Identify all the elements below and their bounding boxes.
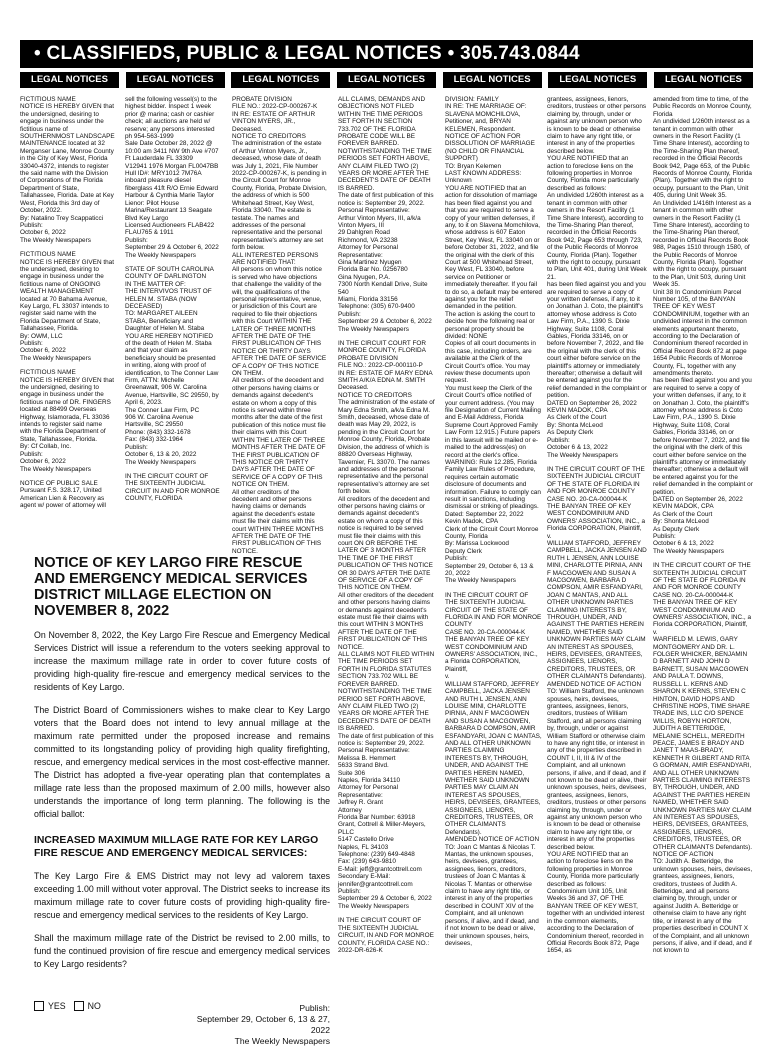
notice-column-4 (338, 96, 435, 1008)
legal-notice: FICTITIOUS NAME NOTICE IS HEREBY GIVEN that the undersigned, desiring to engage in business under the fictitious name of DR. FINGERS located at 88499 Overseas Highway, Islamorada, FL 33036 intends to register said name with the Florida Department of State, Tallahassee, Florida. By: Cf Collab, Inc. Publish: October 6, 2022 The Weekly Newspapers (20, 369, 114, 473)
section-header: • CLASSIFIEDS, PUBLIC & LEGAL NOTICES • 305.743.0844 (20, 40, 753, 68)
legal-notice: NOTICE OF PUBLIC SALE Pursuant F.S. 328.17, United American Lien & Recovery as agent w/ power of attorney will (20, 479, 106, 510)
legal-notice: IN THE CIRCUIT COURT FOR MONROE COUNTY, FLORIDA PROBATE DIVISION FILE NO.: 2022-CP-000110-P IN RE: ESTATE OF MARY EDNA SMITH A/K/A EDNA M. SMITH Deceased. NOTICE TO CREDITORS The administration of the estate of Mary Edna Smith, a/k/a Edna M. Smith, deceased, whose date of death was May 29, 2022, is pending in the Circuit Court for Monroe County, Florida, Probate Division, the address of which is 88820 Overseas Highway, Tavernier, FL 33070. The names and addresses of the personal representative and the personal representative's attorney are set forth below. All creditors of the decedent and other persons having claims or demands against decedent's estate on whom a copy of this notice is required to be served must file their claims with this court ON OR BEFORE THE LATER OF 3 MONTHS AFTER THE TIME OF THE FIRST PUBLICATION OF THIS NOTICE OR 30 DAYS AFTER THE DATE OF SERVICE OF A COPY OF THIS NOTICE ON THEM. All other creditors of the decedent and other persons having claims or demands against decedent's estate must file their claims with this court WITHIN 3 MONTHS AFTER THE DATE OF THE FIRST PUBLICATION OF THIS NOTICE. ALL CLAIMS NOT FILED WITHIN THE TIME PERIODS SET FORTH IN FLORIDA STATUTES SECTION 733.702 WILL BE FOREVER BARRED. NOTWITHSTANDING THE TIME PERIOD SET FORTH ABOVE, ANY CLAIM FILED TWO (2) YEARS OR MORE AFTER THE DECEDENT'S DATE OF DEATH IS BARRED. The date of first publication of this notice is: September 29, 2022. Personal Representative: Melissa B. Hemmert 5633 Strand Blvd. Suite 306 Naples, Florida 34110 Attorney for Personal Representative: Jeffrey R. Grant Attorney Florida Bar Number: 63918 Grant, Cottrell & Miller-Meyers, PLLC 5147 Castello Drive Naples, FL 34103 Telephone: (239) 649-4848 Fax: (239) 643-9810 E-Mail: jeff@grantcottrell.com Secondary E-Mail: jennifer@grantcottrell.com Publish: September 29 & October 6, 2022 The Weekly Newspapers (338, 340, 435, 910)
announcement-paragraph: The Key Largo Fire & EMS District may not levy ad valorem taxes exceeding 1.00 mill without voter approval. The District seeks to increase its maximum millage rate to cover future costs of providing high-quality fire-rescue and emergency medical services to the residents of Key Largo. (34, 871, 330, 920)
legal-notice: amended from time to time, of the Public Records on Monroe County, Florida An undivided 1/260th interest as a tenant in common with other owners in the Resort Facility (1 Time Share Interest), according to the Time-Sharing Plan thereof, recorded in the Official Records Book 942, Page 653, of the Public Records of Monroe County, Florida (Plan). Together with the right to occupy, pursuant to the Plan, Unit 405, during Unit Week 35. An Undivided 1/416th Interest as a tenant in common with other owners in the Resort Facility (1 Time Share Interest), according to the Time-Sharing Plan thereof, recorded in Official Records Book 988, Pages 1510 through 1580, of the Public Records of Monroe County, Florida (Plan). Together with the right to occupy, pursuant to the Plan, Unit 503, during Unit Week 35. Unit 38 In Condominium Parcel Number 105, of the BANYAN TREE OF KEY WEST CONDOMINIUM, together with an undivided interest in the common elements appurtenant thereto, according to the Declaration of Condominium thereof recorded in Official Record Book 872 at page 1654 Public Records of Monroe County, FL, together with any amendments thereto. has been filed against you and you are required to serve a copy of your written defenses, if any, to it on Jonathan J. Coto, the plaintiff's attorney whose address is Coto Law Firm, P.A., 1390 S. Dixie Highway, Suite 1108, Coral Gables, Florida 33146, on or before November 7, 2022, and file the original with the clerk of this court either before service on the plaintiff's attorney or immediately thereafter; otherwise a default will be entered against you for the relief demanded in the complaint or petition. DATED on September 26, 2022 KEVIN MADOK, CPA As Clerk of the Court By: Shonta McLeod As Deputy Clerk Publish: October 6 & 13, 2022 The Weekly Newspapers (653, 96, 753, 555)
legal-notice: sell the following vessel(s) to the highest bidder. Inspect 1 week prior @ marina; cash or cashier check; all auctions are held w/ reserve; any persons interested ph 954-563-1999 Sale Date October 28, 2022 @ 10:00 am 3411 NW 9th Ave #707 Ft Lauderdale FL 33309 V12941 1976 Morgan FL0047BB Hull ID#: MRY1012 7M76A inboard pleasure diesel fiberglass 41ft R/O Ernie Edward Harbour & Cynthia Marie Taylor Lienor: Pilot House Marina/Restaurant 13 Seagate Blvd Key Largo Licensed Auctioneers FLAB422 FLAU765 & 1911 Publish: September 29 & October 6, 2022 The Weekly Newspapers (125, 96, 219, 259)
legal-notices-tab: LEGAL NOTICES (231, 72, 330, 88)
legal-notice: STATE OF SOUTH CAROLINA COUNTY OF DARLINGTON IN THE MATTER OF: THE INTERVIVOS TRUST OF HELEN M. STABA (NOW DECEASED) TO: MARGARET AILEEN STABA, Beneficiary and Daughter of Helen M. Staba YOU ARE HEREBY NOTIFIED of the death of Helen M. Staba and that your claim as beneficiary should be presented in writing, along with proof of identification, to The Conner Law Firm, ATTN: Michelle Greenawalt, 906 W. Carolina Avenue, Hartsville, SC 29550, by April 6, 2023. The Conner Law Firm, PC 906 W. Carolina Avenue Hartsville, SC 29550 Phone: (843) 332-1678 Fax: (843) 332-1964 Publish: October 6, 13 & 20, 2022 The Weekly Newspapers (125, 265, 219, 466)
notice-column-2 (125, 96, 220, 536)
legal-notice: IN THE CIRCUIT COURT OF THE SIXTEENTH JUDICIAL CIRCUIT IN AND FOR MONROE COUNTY, FLORIDA (125, 472, 220, 503)
notice-column-5 (445, 96, 542, 1008)
yes-checkbox (34, 1001, 44, 1011)
legal-notices-tab: LEGAL NOTICES (126, 72, 225, 88)
publish-info: Publish: September 29, October 6, 13 & 27, 2022 The Weekly Newspapers (196, 1003, 330, 1046)
legal-notices-tab: LEGAL NOTICES (20, 72, 119, 88)
legal-notice: IN THE CIRCUIT COURT OF THE SIXTEENTH JUDICIAL CIRCUIT OF THE STATE OF FLORIDA IN AND FOR MONROE COUNTY CASE NO. 20-CA-000044-K THE BANYAN TREE OF KEY WEST CONDOMINIUM AND OWNERS' ASSOCIATION, INC., a Florida CORPORATION, Plaintiff, v. WILLIAM STAFFORD, JEFFREY CAMPBELL, JACKA JENSEN AND RUTH L JENSEN, ANN LOUISE MINI, CHARLOTTE PIRNIA, ANN F MACGOWEN AND SUSAN A MACGOWEN, BARBARA D COMPSON, AMIR ESFANDYARI, JOAN C MANTAS, AND ALL OTHER UNKNOWN PARTIES CLAIMING INTERESTS BY, THROUGH, UNDER, AND AGAINST THE PARTIES HEREIN NAMED, WHETHER SAID UNKNOWN PARTIES MAY CLAIM AN INTEREST AS SPOUSES, HEIRS, DEVISEES, GRANTEES, ASSIGNEES, LIENORS, CREDITORS, TRUSTEES, OR OTHER CLAIMANTS Defendants). AMENDED NOTICE OF ACTION TO: Joan C Mantas & Nicolas T. Mantas, the unknown spouses, heirs, devisees, grantees, assignees, lienors, creditors, trustees of Joan C Mantas & Nicolas T. Mantas or otherwise claim to have any right title, or interest in any of the properties described in COUNT XIV of the Complaint, and all unknown persons, if alive, and if dead, and if not known to be dead or alive, their unknown spouses, heirs, devisees, (445, 591, 542, 947)
announcement-paragraph: On November 8, 2022, the Key Largo Fire Rescue and Emergency Medical Services District will issue a referendum to the voters seeking approval to increase the maximum millage rate in order to cover future costs of providing high-quality fire-rescue and emergency medical services to the residents of Key Largo. (34, 630, 330, 692)
ballot-options (34, 1001, 101, 1011)
notice-column-1 (20, 96, 115, 541)
legal-notice: FICTITIOUS NAME NOTICE IS HEREBY GIVEN that the undersigned, desiring to engage in business under the fictitious name of ONGOING WEALTH MANAGEMENT located at 70 Bahama Avenue, Key Largo, FL 33037 intends to register said name with the Florida Department of State, Tallahassee, Florida. By: OWM, LLC Publish: October 6, 2022 The Weekly Newspapers (20, 251, 114, 362)
ballot-heading: INCREASED MAXIMUM MILLAGE RATE FOR KEY LARGO FIRE RESCUE AND EMERGENCY MEDICAL SERVICES: (34, 835, 319, 859)
millage-election-notice (34, 555, 330, 1046)
yes-label: YES (48, 1001, 66, 1011)
legal-notice: IN THE CIRCUIT COURT OF THE SIXTEENTH JUDICIAL CIRCUIT, IN AND FOR MONROE COUNTY, FLORIDA CASE NO.: 2022-DR-626-K (338, 917, 434, 954)
legal-notice: FICTITIOUS NAME NOTICE IS HEREBY GIVEN that the undersigned, desiring to engage in business under the fictitious name of SOUTHERNMOST LANDSCAPE MAINTENANCE located at 32 Merganser Lane, Monroe County in the City of Key West, Florida 33040-4372, intends to register the said name with the Division of Corporations of the Florida Department of State, Tallahassee, Florida. Date at Key West, Florida this 3rd day of October, 2022. By: Natalino Trey Scappaticci Publish: October 6, 2022 The Weekly Newspapers (20, 96, 115, 244)
legal-notices-tab: LEGAL NOTICES (337, 72, 436, 88)
notice-column-7 (653, 96, 753, 1008)
announcement-paragraph: The District Board of Commissioners wishes to make clear to Key Largo voters that the Board does not intend to levy annual millage at the maximum rate permitted under the proposed increase and remains committed to its longstanding policy of providing high quality firefighting, rescue, and emergency medical services in the most cost-effective manner. The District has adopted a five-year operating plan that contemplates a millage rate less than the proposed maximum of 2.00 mills, however also understands the importance of long term planning. The following is the official ballot: (34, 705, 330, 819)
legal-notices-tab: LEGAL NOTICES (654, 72, 753, 88)
no-checkbox (74, 1001, 84, 1011)
legal-notices-tab: LEGAL NOTICES (548, 72, 647, 88)
announcement-title: NOTICE OF KEY LARGO FIRE RESCUE AND EMERGENCY MEDICAL SERVICES DISTRICT MILLAGE ELECTION ON NOVEMBER 8, 2022 (34, 555, 308, 619)
legal-notice: DIVISION: FAMILY IN RE: THE MARRIAGE OF: SLAVENA MOMCHILOVA, Petitioner, and, BRYAN KELEMEN, Respondent. NOTICE OF ACTION FOR DISSOLUTION OF MARRIAGE (NO CHILD OR FINANCIAL SUPPORT) TO: Bryan Kelemen LAST KNOWN ADDRESS: Unknown YOU ARE NOTIFIED that an action for dissolution of marriage has been filed against you and that you are required to serve a copy of your written defenses, if any, to it on Slavena Momchilova, whose address is 607 Eaton Street, Key West, FL 33040 on or before October 31, 2022, and file the original with the clerk of this Court at 500 Whitehead Street, Key West, FL 33040, before service on Petitioner or immediately thereafter. If you fail to do so, a default may be entered against you for the relief demanded in the petition. The action is asking the court to decide how the following real or personal property should be divided: NONE Copies of all court documents in this case, including orders, are available at the Clerk of the Circuit Court's office. You may review these documents upon request. You must keep the Clerk of the Circuit Court's office notified of your current address. (You may file Designation of Current Mailing and E-Mail Address, Florida Supreme Court Approved Family Law Form 12.915.) Future papers in this lawsuit will be mailed or e-mailed to the address(es) on record at the clerk's office. WARNING: Rule 12.285, Florida Family Law Rules of Procedure, requires certain automatic disclosure of documents and information. Failure to comply can result in sanctions, including dismissal or striking of pleadings. Dated: September 22, 2022 Kevin Madok, CPA Clerk of the Circuit Court Monroe County, Florida By: Marissa Lockwood Deputy Clerk Publish: September 29, October 6, 13 & 20, 2022 The Weekly Newspapers (445, 96, 542, 585)
no-label: NO (87, 1001, 101, 1011)
notice-column-6 (547, 96, 647, 1008)
legal-notice: PROBATE DIVISION FILE NO.: 2022-CP-000267-K IN RE: ESTATE OF ARTHUR VINTON MYERS, JR., Deceased. NOTICE TO CREDITORS The administration of the estate of Arthur Vinton Myers, Jr., deceased, whose date of death was July 1, 2021, File Number 2022-CP-000267-K, is pending in the Circuit Court for Monroe County, Florida, Probate Division, the address of which is 500 Whitehead Street, Key West, Florida 33040. The estate is testate. The names and addresses of the personal representative and the personal representative's attorney are set forth below. ALL INTERESTED PERSONS ARE NOTIFIED THAT: All persons on whom this notice is served who have objections that challenge the validity of the will, the qualifications of the personal representative, venue, or jurisdiction of this Court are required to file their objections with this Court WITHIN THE LATER OF THREE MONTHS AFTER THE DATE OF THE FIRST PUBLICATION OF THIS NOTICE OR THIRTY DAYS AFTER THE DATE OF SERVICE OF A COPY OF THIS NOTICE ON THEM. All creditors of the decedent and other persons having claims or demands against decedent's estate on whom a copy of this notice is served within three months after the date of the first publication of this notice must file their claims with this Court WITHIN THE LATER OF THREE MONTHS AFTER THE DATE OF THE FIRST PUBLICATION OF THIS NOTICE OR THIRTY DAYS AFTER THE DATE OF SERVICE OF A COPY OF THIS NOTICE ON THEM. All other creditors of the decedent and other persons having claims or demands against the decedent's estate must file their claims with this court WITHIN THREE MONTHS AFTER THE DATE OF THE FIRST PUBLICATION OF THIS NOTICE. (232, 96, 327, 555)
legal-notice: ALL CLAIMS, DEMANDS AND OBJECTIONS NOT FILED WITHIN THE TIME PERIODS SET FORTH IN SECTION 733.702 OF THE FLORIDA PROBATE CODE WILL BE FOREVER BARRED. NOTWITHSTANDING THE TIME PERIODS SET FORTH ABOVE, ANY CLAIM FILED TWO (2) YEARS OR MORE AFTER THE DECEDENT'S DATE OF DEATH IS BARRED. The date of first publication of this notice is: September 29, 2022. Personal Representative: Arthur Vinton Myers, III, a/k/a Vinton Myers, III 29 Dahlgren Road Richmond, VA 23238 Attorney for Personal Representative: Gina Martinez Nyugen Florida Bar No. 0256780 Gina Nyugen, P.A. 7300 North Kendall Drive, Suite 540 Miami, Florida 33156 Telephone: (305) 670-9400 Publish: September 29 & October 6, 2022 The Weekly Newspapers (338, 96, 434, 333)
legal-notices-tab: LEGAL NOTICES (443, 72, 542, 88)
legal-notice: grantees, assignees, lienors, creditors, trustees or other persons claiming by, through, under or against any unknown person who is known to be dead or otherwise claim to have any right title, or interest in any of the properties described below. YOU ARE NOTIFIED that an action to foreclose liens on the following properties in Monroe County, Florida more particularly described as follows: An undivided 1/260th interest as a tenant in common with other owners in the Resort Facility (1 Time Share Interest), according to the Time-Sharing Plan thereof, recorded in the Official Records Book 942, Page 653 through 723, of the Public Records of Monroe County, Florida (Plan). Together with the right to occupy, pursuant to Plan, Unit 401, during Unit Week 21. has been filed against you and you are required to serve a copy of your written defenses, if any, to it on Jonathan J. Coto, the plaintiff's attorney whose address is Coto Law Firm, P.A., 1390 S. Dixie Highway, Suite 1108, Coral Gables, Florida 33146, on or before November 7, 2022, and file the original with the clerk of this court either before service on the plaintiff's attorney or immediately thereafter; otherwise a default will be entered against you for the relief demanded in the complaint or petition. DATED on September 26, 2022 KEVIN MADOK, CPA As Clerk of the Court By: Shonta McLeod As Deputy Clerk Publish: October 6 & 13, 2022 The Weekly Newspapers (547, 96, 647, 459)
section-tabs (20, 72, 753, 88)
legal-notice: IN THE CIRCUIT COURT OF THE SIXTEENTH JUDICIAL CIRCUIT OF THE STATE OF FLORIDA IN AND FOR MONROE COUNTY CASE NO. 20-CA-000044-K THE BANYAN TREE OF KEY WEST CONDOMINIUM AND OWNERS' ASSOCIATION, INC., a Florida CORPORATION, Plaintiff, v. WILLIAM STAFFORD, JEFFREY CAMPBELL, JACKA JENSEN AND RUTH L JENSEN, ANN LOUISE MINI, CHARLOTTE PIRNIA, ANN F MACGOWEN AND SUSAN A MACGOWEN, BARBARA D COMPSON, AMIR ESFANDYARI, JOAN C MANTAS, AND ALL OTHER UNKNOWN PARTIES CLAIMING INTERESTS BY, THROUGH, UNDER, AND AGAINST THE PARTIES HEREIN NAMED, WHETHER SAID UNKNOWN PARTIES MAY CLAIM AN INTEREST AS SPOUSES, HEIRS, DEVISEES, GRANTEES, ASSIGNEES, LIENORS, CREDITORS, TRUSTEES, OR OTHER CLAIMANTS Defendants). AMENDED NOTICE OF ACTION TO: William Stafford, the unknown spouses, heirs, devisees, grantees, assignees, lienors, creditors, trustees of William Stafford, and all persons claiming by, through, under or against William Stafford or otherwise claim to have any right title, or interest in any of the properties described in COUNT I, II, III & IV of the Complaint, and all unknown persons, if alive, and if dead, and if not known to be dead or alive, their unknown spouses, heirs, devisees, grantees, assignees, lienors, creditors, trustees or other persons claiming by, through, under or against any unknown person who is known to be dead or otherwise claim to have any right title, or interest in any of the properties described below. YOU ARE NOTIFIED that an action to foreclose liens on the following properties in Monroe County, Florida more particularly described as follows: Condominium Unit 105, Unit Weeks 36 and 37, OF THE BANYAN TREE OF KEY WEST, together with an undivided interest in the common elements, according to the Declaration of Condominium thereof, recorded in Official Records Book 872, Page 1654, as (547, 465, 647, 955)
legal-notice: IN THE CIRCUIT COURT OF THE SIXTEENTH JUDICIAL CIRCUIT OF THE STATE OF FLORIDA IN AND FOR MONROE COUNTY CASE NO. 20-CA-000044-K THE BANYAN TREE OF KEY WEST CONDOMINIUM AND OWNERS' ASSOCIATION, INC., a Florida CORPORATION, Plaintiff, v. WARFIELD M. LEWIS, GARY MONTGOMERY AND DR. L. FOLGER WHICKER, BENJAMIN D BARNETT AND JOHN D BARNETT, SUSAN MACGOWEN AND PAULA T. DOWNS, RUSSELL L. KERNS AND SHARON K KERNS, STEVEN C HINTON, DAVID HOPS AND CHRISTINE HOPS, TIME SHARE TRADE INS, LLC C/O SPENCE WILLIS, ROBYN HORTON, JUDITH A BETTERIDGE, MELANIE SCHELL, MEREDITH PEACE, JAMES E BRADY AND JANET T MAAS-BRADY, KENNETH R GILBERT AND RITA G GORMAN, AMIR ESFANDYARI, AND ALL OTHER UNKNOWN PARTIES CLAIMING INTERESTS BY, THROUGH, UNDER, AND AGAINST THE PARTIES HEREIN NAMED, WHETHER SAID UNKNOWN PARTIES MAY CLAIM AN INTEREST AS SPOUSES, HEIRS, DEVISEES, GRANTEES, ASSIGNEES, LIENORS, CREDITORS, TRUSTEES, OR OTHER CLAIMANTS Defendants). NOTICE OF ACTION TO: Judith A. Betteridge, the unknown spouses, heirs, devisees, grantees, assignees, lienors, creditors, trustees of Judith A. Betteridge, and all persons claiming by, through, under or against Judith A. Betteridge or otherwise claim to have any right title, or interest in any of the properties described in COUNT X of the Complaint, and all unknown persons, if alive, and if dead, and if not known to (653, 562, 753, 955)
notice-column-3 (232, 96, 327, 555)
announcement-paragraph: Shall the maximum millage rate of the District be revised to 2.00 mills, to fund the continued provision of fire rescue and emergency medical services to Key Largo residents? (34, 933, 330, 969)
